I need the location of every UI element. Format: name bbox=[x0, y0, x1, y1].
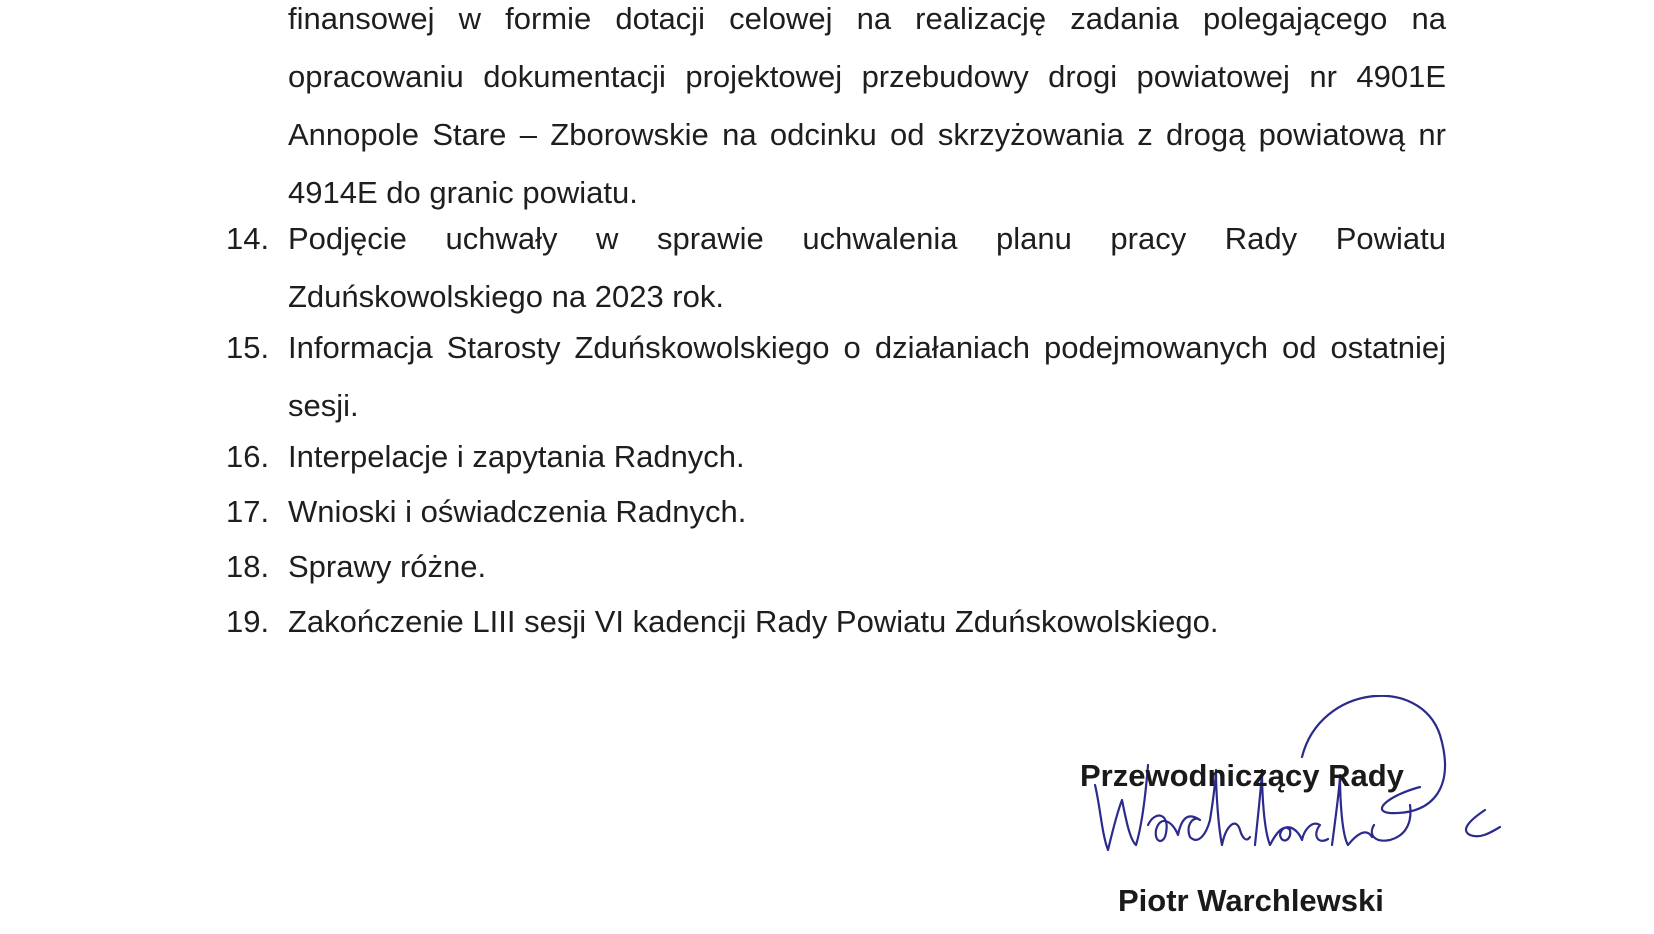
continuation-text: finansowej w formie dotacji celowej na realizację zadania polegającego na opracowaniu dokumentacji projektowej przebudowy drogi powiatowej nr 4901E Annopole Stare – Zborowskie na odcinku od skrzyżowania z drogą powiatową nr 4914E do granic powiatu. bbox=[288, 1, 1446, 210]
list-item bbox=[226, 483, 1446, 541]
list-item-continuation bbox=[226, 0, 1446, 222]
list-item-text: Zakończenie LIII sesji VI kadencji Rady Powiatu Zduńskowolskiego. bbox=[288, 604, 1219, 639]
list-item bbox=[226, 210, 1446, 326]
signature-title: Przewodniczący Rady bbox=[1080, 758, 1404, 793]
list-item-text: Sprawy różne. bbox=[288, 549, 487, 584]
signature-name: Piotr Warchlewski bbox=[1118, 883, 1384, 918]
list-item-number: 17. bbox=[226, 494, 270, 529]
list-item-number-empty bbox=[226, 0, 288, 222]
list-item bbox=[226, 319, 1446, 435]
list-item-text: Interpelacje i zapytania Radnych. bbox=[288, 439, 745, 474]
list-item bbox=[226, 538, 1446, 596]
list-item-number: 18. bbox=[226, 549, 270, 584]
list-item-text: Wnioski i oświadczenia Radnych. bbox=[288, 494, 747, 529]
list-item-number: 15. bbox=[226, 330, 270, 365]
list-item-number: 16. bbox=[226, 439, 270, 474]
list-item-text: Informacja Starosty Zduńskowolskiego o działaniach podejmowanych od ostatniej sesji. bbox=[288, 330, 1446, 423]
list-item-text: Podjęcie uchwały w sprawie uchwalenia planu pracy Rady Powiatu Zduńskowolskiego na 2023 rok. bbox=[288, 221, 1446, 314]
list-item bbox=[226, 428, 1446, 486]
list-item bbox=[226, 593, 1446, 651]
list-item-number: 19. bbox=[226, 604, 270, 639]
list-item-number: 14. bbox=[226, 221, 270, 256]
